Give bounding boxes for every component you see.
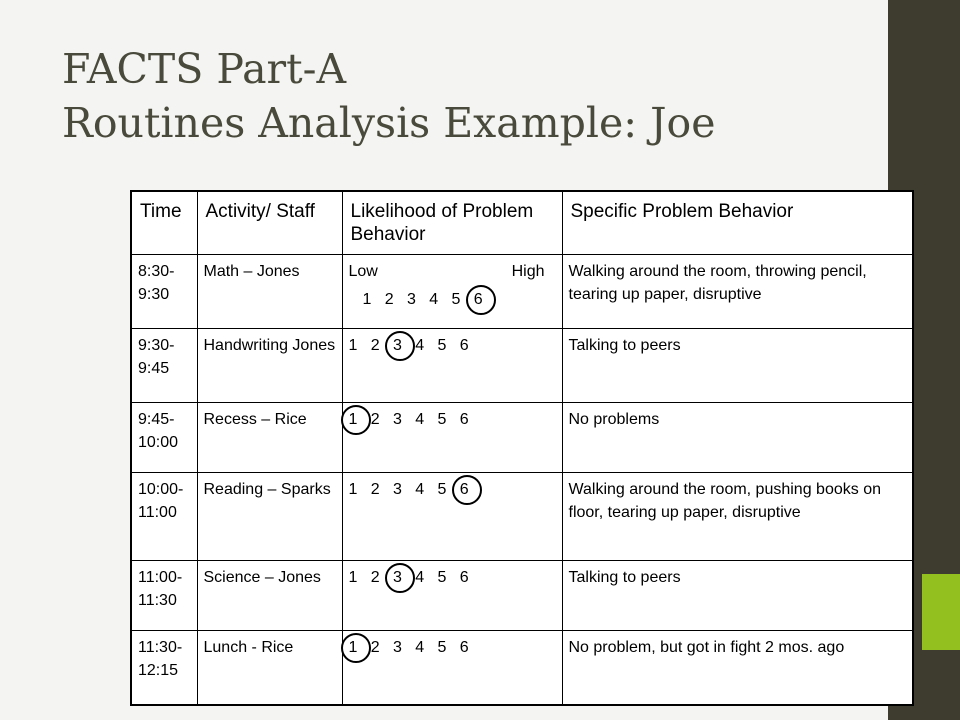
header-likelihood: Likelihood of Problem Behavior — [342, 191, 562, 255]
cell-behavior: No problems — [562, 403, 913, 473]
scale-number: 2 — [370, 411, 380, 428]
circled-rating: 1 — [349, 636, 358, 659]
cell-behavior: Talking to peers — [562, 561, 913, 631]
header-behavior: Specific Problem Behavior — [562, 191, 913, 255]
scale-number: 3 — [393, 481, 402, 498]
scale-number: 4 — [415, 569, 425, 586]
scale-number: 6 — [459, 639, 469, 656]
scale-number: 5 — [437, 639, 447, 656]
circled-rating: 3 — [393, 566, 402, 589]
cell-likelihood — [342, 255, 562, 329]
scale-number: 1 — [362, 291, 372, 308]
slide-title — [62, 42, 862, 150]
scale-number: 1 — [348, 481, 358, 498]
cell-activity: Handwriting Jones — [197, 329, 342, 403]
scale-high-label: High — [511, 263, 545, 280]
circled-rating: 6 — [460, 478, 469, 501]
cell-behavior: Walking around the room, pushing books on floor, tearing up paper, disruptive — [562, 473, 913, 561]
scale-number: 4 — [429, 291, 439, 308]
cell-behavior: Talking to peers — [562, 329, 913, 403]
cell-activity: Lunch - Rice — [197, 631, 342, 705]
scale-number: 4 — [415, 337, 425, 354]
cell-activity: Recess – Rice — [197, 403, 342, 473]
scale-number: 1 — [348, 569, 358, 586]
cell-time: 8:30- 9:30 — [131, 255, 197, 329]
likelihood-scale — [349, 636, 556, 659]
circled-rating: 6 — [474, 288, 483, 311]
title-line-2: Routines Analysis Example: Joe — [62, 99, 716, 147]
likelihood-scale — [349, 566, 556, 589]
likelihood-scale — [349, 408, 556, 431]
scale-number: 1 — [348, 337, 358, 354]
scale-number: 4 — [415, 481, 425, 498]
cell-likelihood — [342, 403, 562, 473]
table-row — [131, 561, 913, 631]
scale-number: 3 — [407, 291, 416, 308]
table-row — [131, 631, 913, 705]
scale-number: 4 — [415, 411, 425, 428]
header-activity: Activity/ Staff — [197, 191, 342, 255]
scale-number: 2 — [370, 569, 380, 586]
cell-activity: Math – Jones — [197, 255, 342, 329]
cell-likelihood — [342, 329, 562, 403]
scale-number: 2 — [370, 337, 380, 354]
scale-number: 5 — [437, 411, 447, 428]
header-time: Time — [131, 191, 197, 255]
cell-likelihood — [342, 561, 562, 631]
routines-table — [130, 190, 914, 706]
cell-likelihood — [342, 473, 562, 561]
cell-time: 11:30- 12:15 — [131, 631, 197, 705]
scale-number: 5 — [451, 291, 461, 308]
circled-rating: 3 — [393, 334, 402, 357]
table-row — [131, 329, 913, 403]
circled-rating: 1 — [349, 408, 358, 431]
scale-number: 2 — [370, 639, 380, 656]
likelihood-scale — [349, 478, 556, 501]
cell-activity: Science – Jones — [197, 561, 342, 631]
cell-behavior: Walking around the room, throwing pencil, tearing up paper, disruptive — [562, 255, 913, 329]
scale-number: 6 — [459, 411, 469, 428]
cell-time: 11:00- 11:30 — [131, 561, 197, 631]
scale-number: 2 — [384, 291, 394, 308]
scale-number: 4 — [415, 639, 425, 656]
scale-number: 2 — [370, 481, 380, 498]
scale-number: 5 — [437, 337, 447, 354]
scale-number: 5 — [437, 481, 447, 498]
cell-activity: Reading – Sparks — [197, 473, 342, 561]
header-row — [131, 191, 913, 255]
accent-block — [922, 574, 960, 650]
scale-low-label: Low — [348, 263, 378, 280]
likelihood-scale — [349, 334, 556, 357]
cell-time: 9:30- 9:45 — [131, 329, 197, 403]
table-body — [131, 255, 913, 705]
cell-likelihood — [342, 631, 562, 705]
scale-anchors — [349, 260, 545, 283]
cell-behavior: No problem, but got in fight 2 mos. ago — [562, 631, 913, 705]
scale-number: 3 — [393, 411, 402, 428]
cell-time: 9:45- 10:00 — [131, 403, 197, 473]
scale-number: 6 — [459, 337, 469, 354]
cell-time: 10:00- 11:00 — [131, 473, 197, 561]
scale-number: 3 — [393, 639, 402, 656]
table-row — [131, 403, 913, 473]
table-row — [131, 473, 913, 561]
table-row — [131, 255, 913, 329]
scale-number: 6 — [459, 569, 469, 586]
scale-number: 5 — [437, 569, 447, 586]
title-line-1: FACTS Part-A — [62, 45, 347, 93]
likelihood-scale — [349, 288, 556, 311]
